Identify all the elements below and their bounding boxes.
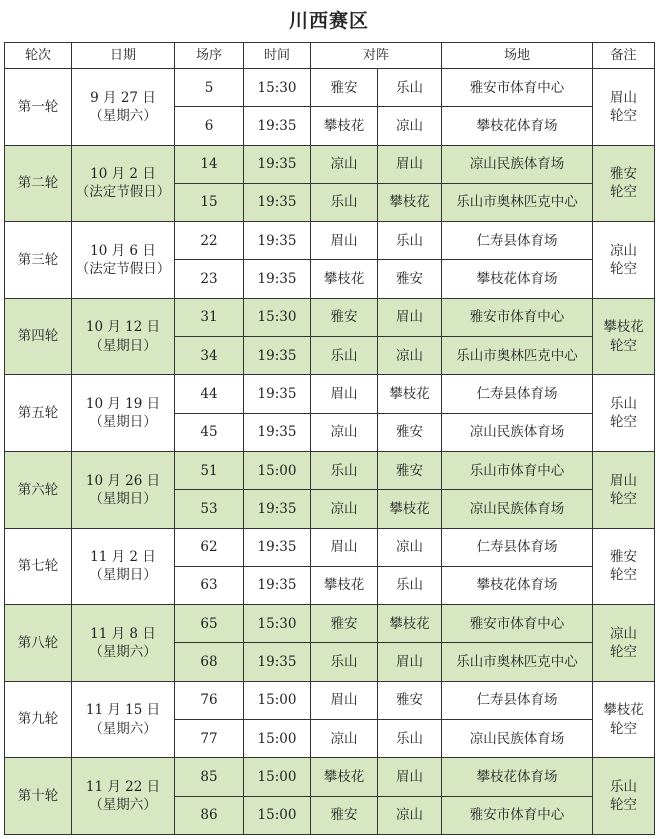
match-no-cell: 34 xyxy=(175,337,244,375)
away-team-cell: 乐山 xyxy=(378,69,442,107)
date-cell xyxy=(72,605,175,682)
remark-cell-line1: 乐山 xyxy=(610,395,638,412)
home-team-cell: 攀枝花 xyxy=(311,566,378,604)
round-cell: 第一轮 xyxy=(5,69,72,146)
venue-cell: 攀枝花体育场 xyxy=(442,260,593,298)
schedule-table xyxy=(4,42,655,835)
match-no-cell: 51 xyxy=(175,451,244,489)
away-team-cell: 乐山 xyxy=(378,566,442,604)
date-cell xyxy=(72,451,175,528)
away-team-cell: 凉山 xyxy=(378,528,442,566)
date-cell xyxy=(72,375,175,452)
match-no-cell: 63 xyxy=(175,566,244,604)
remark-cell xyxy=(593,145,655,222)
venue-cell: 雅安市体育中心 xyxy=(442,298,593,336)
home-team-cell: 眉山 xyxy=(311,681,378,719)
home-team-cell: 眉山 xyxy=(311,222,378,260)
remark-cell xyxy=(593,451,655,528)
home-team-cell: 攀枝花 xyxy=(311,758,378,796)
table-row xyxy=(5,758,655,796)
date-cell xyxy=(72,222,175,299)
date-cell-line1: 10 月 6 日 xyxy=(90,242,156,259)
home-team-cell: 雅安 xyxy=(311,298,378,336)
table-row xyxy=(5,528,655,566)
date-cell-line2: （星期日） xyxy=(89,337,157,354)
match-no-cell: 5 xyxy=(175,69,244,107)
date-cell-line1: 10 月 19 日 xyxy=(85,395,161,412)
remark-cell xyxy=(593,375,655,452)
time-cell: 19:35 xyxy=(244,107,311,145)
remark-cell xyxy=(593,298,655,375)
date-cell xyxy=(72,528,175,605)
remark-cell xyxy=(593,605,655,682)
match-no-cell: 86 xyxy=(175,796,244,834)
home-team-cell: 乐山 xyxy=(311,643,378,681)
date-cell-line1: 10 月 12 日 xyxy=(85,319,161,336)
match-no-cell: 14 xyxy=(175,145,244,183)
round-cell: 第六轮 xyxy=(5,451,72,528)
home-team-cell: 凉山 xyxy=(311,720,378,758)
match-no-cell: 45 xyxy=(175,413,244,451)
header-remark: 备注 xyxy=(593,43,655,69)
away-team-cell: 眉山 xyxy=(378,643,442,681)
header-venue: 场地 xyxy=(442,43,593,69)
date-cell-line1: 10 月 2 日 xyxy=(90,166,156,183)
remark-cell-line1: 凉山 xyxy=(610,242,638,259)
header-date: 日期 xyxy=(72,43,175,69)
date-cell xyxy=(72,298,175,375)
time-cell: 19:35 xyxy=(244,183,311,221)
date-cell-line2: （法定节假日） xyxy=(75,184,171,201)
match-no-cell: 31 xyxy=(175,298,244,336)
table-row xyxy=(5,298,655,336)
match-no-cell: 23 xyxy=(175,260,244,298)
remark-cell-line2: 轮空 xyxy=(610,720,638,737)
home-team-cell: 眉山 xyxy=(311,375,378,413)
date-cell-line1: 11 月 2 日 xyxy=(90,549,156,566)
home-team-cell: 眉山 xyxy=(311,528,378,566)
home-team-cell: 乐山 xyxy=(311,337,378,375)
away-team-cell: 攀枝花 xyxy=(378,183,442,221)
round-cell: 第七轮 xyxy=(5,528,72,605)
home-team-cell: 攀枝花 xyxy=(311,260,378,298)
venue-cell: 仁寿县体育场 xyxy=(442,375,593,413)
time-cell: 19:35 xyxy=(244,566,311,604)
home-team-cell: 雅安 xyxy=(311,796,378,834)
remark-cell-line1: 乐山 xyxy=(610,778,638,795)
away-team-cell: 攀枝花 xyxy=(378,605,442,643)
match-no-cell: 77 xyxy=(175,720,244,758)
venue-cell: 凉山民族体育场 xyxy=(442,413,593,451)
time-cell: 15:00 xyxy=(244,451,311,489)
date-cell xyxy=(72,69,175,146)
home-team-cell: 凉山 xyxy=(311,145,378,183)
venue-cell: 凉山民族体育场 xyxy=(442,145,593,183)
remark-cell-line2: 轮空 xyxy=(610,260,638,277)
match-no-cell: 65 xyxy=(175,605,244,643)
time-cell: 15:00 xyxy=(244,681,311,719)
venue-cell: 乐山市奥林匹克中心 xyxy=(442,337,593,375)
match-no-cell: 53 xyxy=(175,490,244,528)
venue-cell: 凉山民族体育场 xyxy=(442,720,593,758)
remark-cell-line1: 攀枝花 xyxy=(603,319,644,336)
remark-cell xyxy=(593,528,655,605)
date-cell-line2: （法定节假日） xyxy=(75,260,171,277)
date-cell-line2: （星期六） xyxy=(89,643,157,660)
remark-cell-line2: 轮空 xyxy=(610,643,638,660)
date-cell-line2: （星期六） xyxy=(89,720,157,737)
venue-cell: 雅安市体育中心 xyxy=(442,69,593,107)
remark-cell xyxy=(593,758,655,835)
time-cell: 15:00 xyxy=(244,758,311,796)
match-no-cell: 22 xyxy=(175,222,244,260)
date-cell-line1: 11 月 15 日 xyxy=(85,702,161,719)
remark-cell-line2: 轮空 xyxy=(610,184,638,201)
time-cell: 19:35 xyxy=(244,643,311,681)
date-cell-line2: （星期日） xyxy=(89,490,157,507)
venue-cell: 雅安市体育中心 xyxy=(442,605,593,643)
table-row xyxy=(5,222,655,260)
time-cell: 15:30 xyxy=(244,605,311,643)
match-no-cell: 15 xyxy=(175,183,244,221)
away-team-cell: 雅安 xyxy=(378,260,442,298)
remark-cell-line2: 轮空 xyxy=(610,337,638,354)
page-title: 川西赛区 xyxy=(288,10,369,32)
round-cell: 第二轮 xyxy=(5,145,72,222)
date-cell xyxy=(72,758,175,835)
remark-cell-line1: 凉山 xyxy=(610,625,638,642)
remark-cell-line2: 轮空 xyxy=(610,490,638,507)
time-cell: 15:00 xyxy=(244,720,311,758)
venue-cell: 攀枝花体育场 xyxy=(442,758,593,796)
match-no-cell: 68 xyxy=(175,643,244,681)
venue-cell: 仁寿县体育场 xyxy=(442,222,593,260)
match-no-cell: 85 xyxy=(175,758,244,796)
away-team-cell: 乐山 xyxy=(378,720,442,758)
round-cell: 第五轮 xyxy=(5,375,72,452)
date-cell-line1: 9 月 27 日 xyxy=(90,89,156,106)
header-time: 时间 xyxy=(244,43,311,69)
time-cell: 19:35 xyxy=(244,528,311,566)
remark-cell-line1: 攀枝花 xyxy=(603,702,644,719)
time-cell: 19:35 xyxy=(244,260,311,298)
remark-cell xyxy=(593,69,655,146)
remark-cell-line2: 轮空 xyxy=(610,797,638,814)
match-no-cell: 44 xyxy=(175,375,244,413)
table-row xyxy=(5,375,655,413)
away-team-cell: 凉山 xyxy=(378,796,442,834)
time-cell: 19:35 xyxy=(244,490,311,528)
header-matchup: 对阵 xyxy=(311,43,442,69)
date-cell-line2: （星期日） xyxy=(89,567,157,584)
round-cell: 第三轮 xyxy=(5,222,72,299)
round-cell: 第四轮 xyxy=(5,298,72,375)
away-team-cell: 雅安 xyxy=(378,413,442,451)
home-team-cell: 雅安 xyxy=(311,605,378,643)
time-cell: 15:30 xyxy=(244,298,311,336)
remark-cell-line2: 轮空 xyxy=(610,414,638,431)
time-cell: 19:35 xyxy=(244,337,311,375)
remark-cell-line1: 眉山 xyxy=(610,472,638,489)
home-team-cell: 乐山 xyxy=(311,183,378,221)
date-cell-line1: 10 月 26 日 xyxy=(85,472,161,489)
date-cell-line2: （星期日） xyxy=(89,414,157,431)
match-no-cell: 76 xyxy=(175,681,244,719)
away-team-cell: 眉山 xyxy=(378,145,442,183)
remark-cell-line1: 眉山 xyxy=(610,89,638,106)
away-team-cell: 凉山 xyxy=(378,337,442,375)
date-cell-line1: 11 月 8 日 xyxy=(90,625,156,642)
date-cell-line2: （星期六） xyxy=(89,797,157,814)
remark-cell-line1: 雅安 xyxy=(610,166,638,183)
round-cell: 第九轮 xyxy=(5,681,72,758)
time-cell: 15:30 xyxy=(244,69,311,107)
match-no-cell: 6 xyxy=(175,107,244,145)
time-cell: 19:35 xyxy=(244,145,311,183)
away-team-cell: 乐山 xyxy=(378,222,442,260)
remark-cell-line2: 轮空 xyxy=(610,567,638,584)
round-cell: 第十轮 xyxy=(5,758,72,835)
table-body xyxy=(5,69,655,835)
venue-cell: 攀枝花体育场 xyxy=(442,107,593,145)
home-team-cell: 攀枝花 xyxy=(311,107,378,145)
remark-cell-line1: 雅安 xyxy=(610,549,638,566)
away-team-cell: 攀枝花 xyxy=(378,375,442,413)
venue-cell: 雅安市体育中心 xyxy=(442,796,593,834)
home-team-cell: 凉山 xyxy=(311,413,378,451)
venue-cell: 仁寿县体育场 xyxy=(442,681,593,719)
date-cell xyxy=(72,145,175,222)
table-row xyxy=(5,451,655,489)
home-team-cell: 乐山 xyxy=(311,451,378,489)
away-team-cell: 攀枝花 xyxy=(378,490,442,528)
venue-cell: 仁寿县体育场 xyxy=(442,528,593,566)
remark-cell xyxy=(593,222,655,299)
table-header xyxy=(5,43,655,69)
table-row xyxy=(5,145,655,183)
remark-cell xyxy=(593,681,655,758)
home-team-cell: 凉山 xyxy=(311,490,378,528)
table-row xyxy=(5,605,655,643)
away-team-cell: 雅安 xyxy=(378,681,442,719)
away-team-cell: 雅安 xyxy=(378,451,442,489)
header-match-no: 场序 xyxy=(175,43,244,69)
venue-cell: 攀枝花体育场 xyxy=(442,566,593,604)
away-team-cell: 眉山 xyxy=(378,298,442,336)
venue-cell: 凉山民族体育场 xyxy=(442,490,593,528)
venue-cell: 乐山市奥林匹克中心 xyxy=(442,643,593,681)
header-round: 轮次 xyxy=(5,43,72,69)
away-team-cell: 凉山 xyxy=(378,107,442,145)
date-cell-line1: 11 月 22 日 xyxy=(85,778,161,795)
table-row xyxy=(5,681,655,719)
round-cell: 第八轮 xyxy=(5,605,72,682)
time-cell: 15:00 xyxy=(244,796,311,834)
time-cell: 19:35 xyxy=(244,222,311,260)
table-row xyxy=(5,69,655,107)
time-cell: 19:35 xyxy=(244,375,311,413)
date-cell xyxy=(72,681,175,758)
venue-cell: 乐山市奥林匹克中心 xyxy=(442,183,593,221)
venue-cell: 乐山市体育中心 xyxy=(442,451,593,489)
date-cell-line2: （星期六） xyxy=(89,107,157,124)
time-cell: 19:35 xyxy=(244,413,311,451)
home-team-cell: 雅安 xyxy=(311,69,378,107)
match-no-cell: 62 xyxy=(175,528,244,566)
away-team-cell: 眉山 xyxy=(378,758,442,796)
remark-cell-line2: 轮空 xyxy=(610,107,638,124)
